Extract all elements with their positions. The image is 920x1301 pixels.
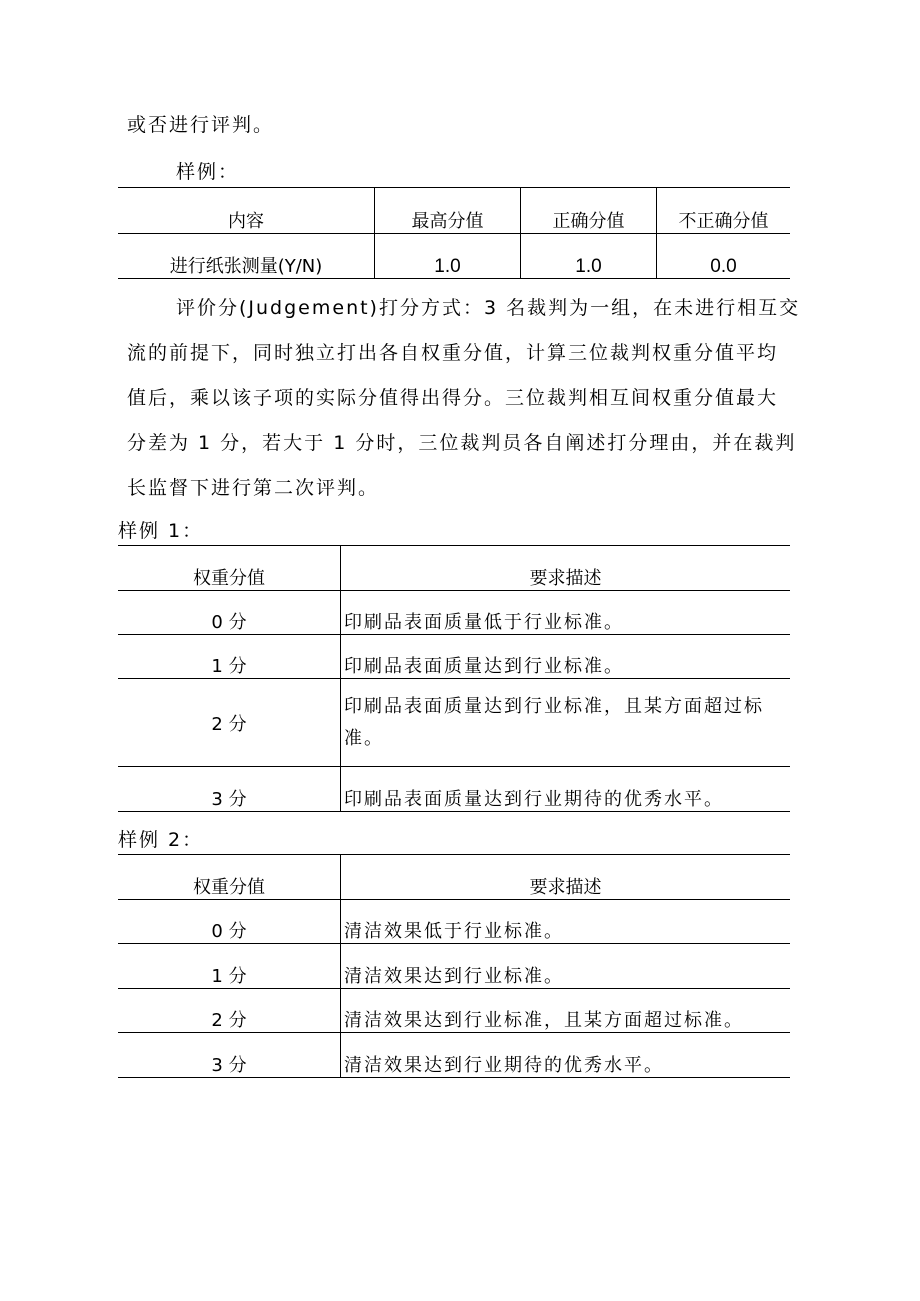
cell-weight: 3 分 <box>118 767 341 812</box>
cell-weight: 1 分 <box>118 635 341 679</box>
table-row <box>118 900 790 944</box>
cell-content: 进行纸张测量(Y/N) <box>118 234 375 279</box>
table-header-row <box>118 546 790 591</box>
cell-description: 印刷品表面质量低于行业标准。 <box>341 591 791 635</box>
example1-table <box>118 545 790 812</box>
cell-weight: 0 分 <box>118 900 341 944</box>
yn-score-table <box>118 187 790 279</box>
paragraph-line: 分差为 1 分，若大于 1 分时，三位裁判员各自阐述打分理由，并在裁判 <box>127 432 797 454</box>
cell-description: 清洁效果低于行业标准。 <box>341 900 791 944</box>
table-header-row <box>118 188 790 234</box>
cell-description: 印刷品表面质量达到行业标准，且某方面超过标准。 <box>341 679 791 767</box>
intro-tail-text: 或否进行评判。 <box>127 114 275 136</box>
table-row <box>118 944 790 989</box>
table-row <box>118 767 790 812</box>
table-row <box>118 591 790 635</box>
cell-weight: 2 分 <box>118 679 341 767</box>
example-label: 样例： <box>176 161 240 183</box>
header-weight: 权重分值 <box>118 546 341 591</box>
cell-description: 印刷品表面质量达到行业标准。 <box>341 635 791 679</box>
header-max-score: 最高分值 <box>375 188 521 234</box>
cell-correct-score: 1.0 <box>521 234 657 279</box>
table-row <box>118 679 790 767</box>
table-row <box>118 989 790 1033</box>
table-row <box>118 635 790 679</box>
cell-description: 印刷品表面质量达到行业期待的优秀水平。 <box>341 767 791 812</box>
header-correct-score: 正确分值 <box>521 188 657 234</box>
header-description: 要求描述 <box>341 546 791 591</box>
header-description: 要求描述 <box>341 855 791 900</box>
table-row <box>118 1033 790 1078</box>
paragraph-line: 值后，乘以该子项的实际分值得出得分。三位裁判相互间权重分值最大 <box>127 387 779 409</box>
example1-label: 样例 1： <box>118 520 204 542</box>
header-incorrect-score: 不正确分值 <box>657 188 791 234</box>
paragraph-line: 长监督下进行第二次评判。 <box>127 477 380 499</box>
example2-label: 样例 2： <box>118 829 204 851</box>
cell-weight: 1 分 <box>118 944 341 989</box>
cell-description: 清洁效果达到行业期待的优秀水平。 <box>341 1033 791 1078</box>
cell-description: 清洁效果达到行业标准，且某方面超过标准。 <box>341 989 791 1033</box>
cell-incorrect-score: 0.0 <box>657 234 791 279</box>
cell-weight: 2 分 <box>118 989 341 1033</box>
cell-description: 清洁效果达到行业标准。 <box>341 944 791 989</box>
table-row <box>118 234 790 279</box>
example2-table <box>118 854 790 1078</box>
table-header-row <box>118 855 790 900</box>
header-weight: 权重分值 <box>118 855 341 900</box>
cell-max-score: 1.0 <box>375 234 521 279</box>
header-content: 内容 <box>118 188 375 234</box>
paragraph-line: 评价分(Judgement)打分方式：3 名裁判为一组，在未进行相互交 <box>176 297 801 319</box>
cell-weight: 3 分 <box>118 1033 341 1078</box>
paragraph-line: 流的前提下，同时独立打出各自权重分值，计算三位裁判权重分值平均 <box>127 342 779 364</box>
cell-weight: 0 分 <box>118 591 341 635</box>
